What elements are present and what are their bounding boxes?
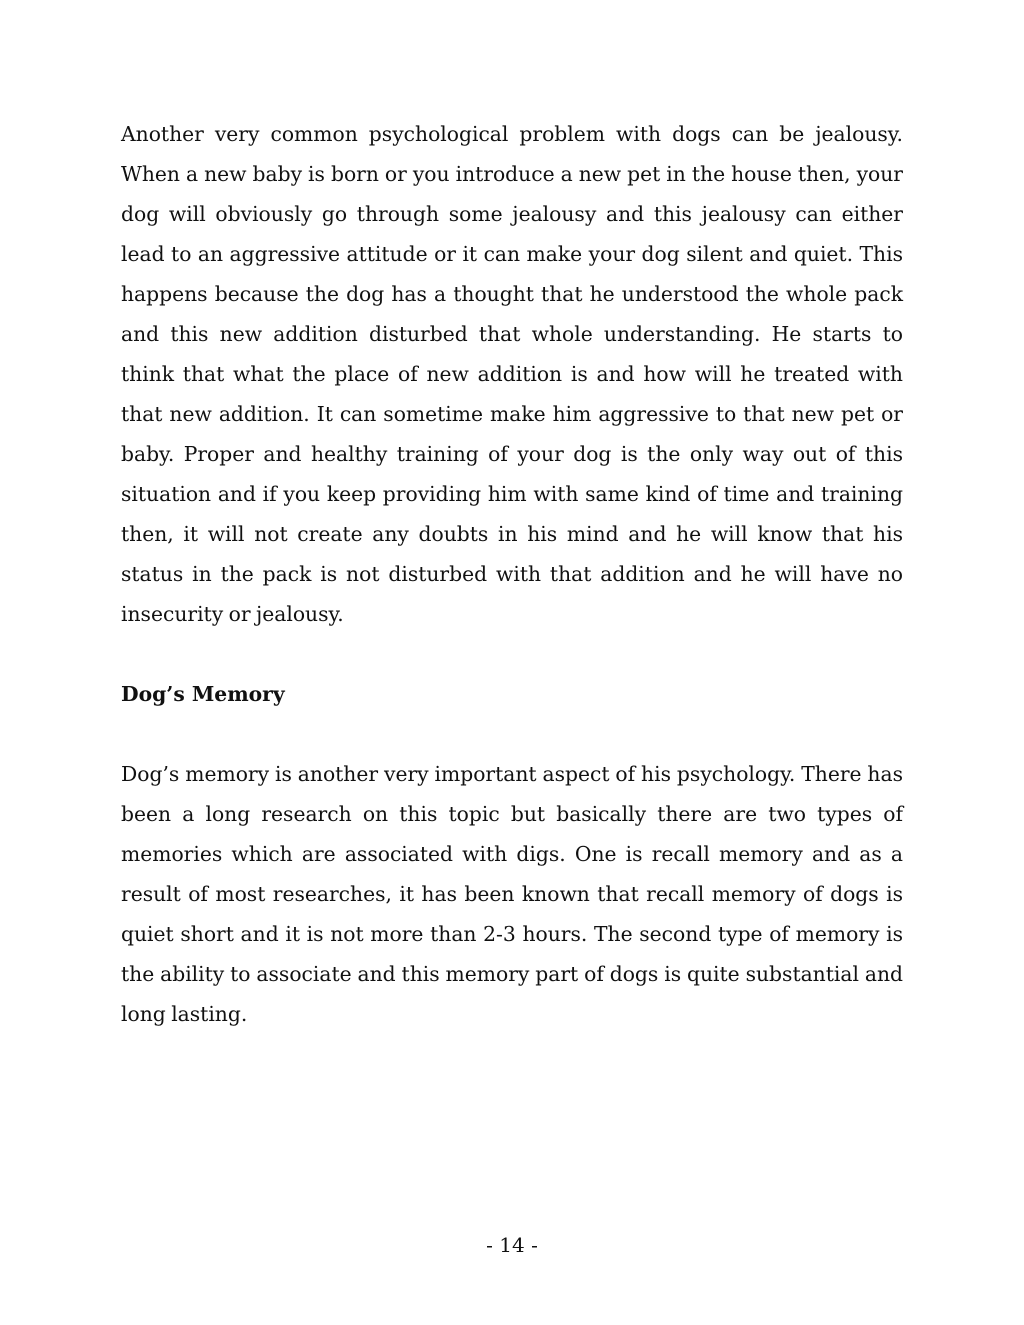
section-heading-dogs-memory: Dog’s Memory bbox=[121, 682, 285, 706]
paragraph-memory: Dog’s memory is another very important aspect of his psychology. There has been a long research on this topic but basically there are two types of memories which are associated with digs. One is recall memory and as a result of most researches, it has been known that recall memory of dogs is quiet short and it is not more than 2-3 hours. The second type of memory is the ability to associate and this memory part of dogs is quite substantial and long lasting. bbox=[121, 762, 903, 1026]
page-number: - 14 - bbox=[486, 1233, 538, 1257]
paragraph-jealousy: Another very common psychological problem with dogs can be jealousy. When a new baby is born or you introduce a new pet in the house then, your dog will obviously go through some jealousy and this jealousy can either lead to an aggressive attitude or it can make your dog silent and quiet. This happens because the dog has a thought that he understood the whole pack and this new addition disturbed that whole understanding. He starts to think that what the place of new addition is and how will he treated with that new addition. It can sometime make him aggressive to that new pet or baby. Proper and healthy training of your dog is the only way out of this situation and if you keep providing him with same kind of time and training then, it will not create any doubts in his mind and he will know that his status in the pack is not disturbed with that addition and he will have no insecurity or jealousy. bbox=[121, 122, 903, 626]
page-content bbox=[121, 114, 903, 1034]
